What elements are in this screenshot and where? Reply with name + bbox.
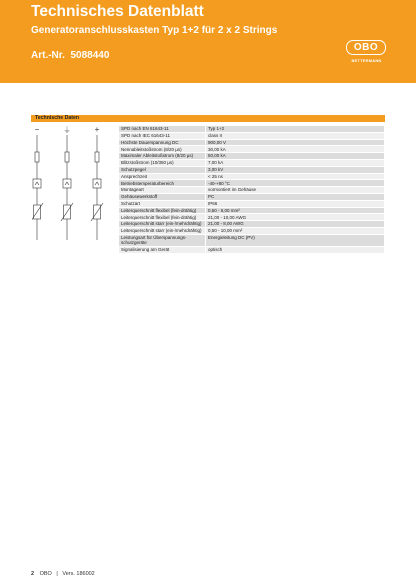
terminal-ground: ⏚ [63, 126, 71, 134]
page-number: 2 [31, 571, 35, 577]
spec-row [119, 228, 384, 234]
logo-text: OBO [346, 40, 386, 55]
spec-label: Leiterquerschnitt starr (ein-/mehrdrähtig) [119, 221, 205, 227]
spec-label: Leiterquerschnitt flexibel (fein-drähtig) [119, 214, 205, 220]
fuse-symbol [95, 152, 99, 162]
spec-label: Höchste Dauerspannung DC [119, 140, 205, 146]
spec-value: < 25 ns [206, 174, 384, 180]
page-footer [31, 571, 95, 577]
spec-label: Schutzart [119, 201, 205, 207]
spec-label: SPD nach EN 61643-11 [119, 126, 205, 132]
spec-row [119, 194, 384, 200]
section-title: Technische Daten [35, 115, 80, 121]
footer-version: Vers. 186002 [62, 571, 95, 577]
spec-label: Betriebstemperaturbereich [119, 180, 205, 186]
wiring-schematic [32, 124, 116, 242]
fuse-symbol [65, 152, 69, 162]
indicator-box [33, 179, 41, 188]
spec-label: SPD nach IEC 61643-11 [119, 133, 205, 139]
spec-value: IP66 [206, 201, 384, 207]
indicator-box [63, 179, 71, 188]
logo-subtext: BETTERMANN [351, 58, 382, 63]
spec-row [119, 133, 384, 139]
spec-row [119, 221, 384, 227]
spec-row [119, 146, 384, 152]
spec-value: 900,00 V [206, 140, 384, 146]
spec-value: 3,00 kV [206, 167, 384, 173]
article-number-line [31, 50, 109, 61]
spec-label: Gehäusewerkstoff [119, 194, 205, 200]
spec-value: optisch [206, 247, 384, 253]
spec-row [119, 167, 384, 173]
spec-row [119, 160, 384, 166]
spec-value: vormontiert im Gehäuse [206, 187, 384, 193]
spec-label: Leiterquerschnitt flexibel (fein-drähtig) [119, 208, 205, 214]
spec-row [119, 180, 384, 186]
spec-value: 0,50 - 10,00 mm² [206, 228, 384, 234]
section-header-bar [31, 115, 385, 122]
spec-label: Nennableitstoßstrom (8/20 µs) [119, 146, 205, 152]
spec-value: 50,00 kA [206, 153, 384, 159]
spec-label: Blitzstoßstrom (10/350 µs) [119, 160, 205, 166]
spec-label: Leiterquerschnitt starr (ein-/mehrdrähtig) [119, 228, 205, 234]
spec-row [119, 208, 384, 214]
obo-logo [346, 40, 386, 68]
spec-row [119, 247, 384, 253]
spec-label: Maximaler Ableitstoßstrom (8/20 µs) [119, 153, 205, 159]
spec-label: Signalisierung am Gerät [119, 247, 205, 253]
spec-label: Schutzpegel [119, 167, 205, 173]
document-title: Technisches Datenblatt [31, 3, 204, 20]
article-number: 5088440 [70, 50, 110, 61]
spec-value: -40-+80 °C [206, 180, 384, 186]
spec-row [119, 126, 384, 132]
spec-value: 7,00 kA [206, 160, 384, 166]
spec-row [119, 140, 384, 146]
footer-brand: OBO [39, 571, 52, 577]
spec-row [119, 187, 384, 193]
article-label: Art.-Nr. [31, 50, 65, 61]
terminal-minus: − [34, 125, 40, 134]
spec-value: 30,00 kA [206, 146, 384, 152]
spec-label: Montageart [119, 187, 205, 193]
spec-value: 21,00 - 8,00 AWG [206, 221, 384, 227]
spec-row [119, 174, 384, 180]
spec-row [119, 201, 384, 207]
header-band [0, 0, 416, 83]
product-subtitle: Generatoranschlusskasten Typ 1+2 für 2 x 2 Strings [31, 25, 278, 36]
spec-label: Leistungsart für Überspannungs-schutzgeräte [119, 235, 205, 246]
terminal-plus: + [94, 125, 100, 134]
spec-row [119, 153, 384, 159]
spec-value: class II [206, 133, 384, 139]
spec-row [119, 235, 384, 246]
spec-value: Typ 1+2 [206, 126, 384, 132]
spec-value: 0,50 - 6,00 mm² [206, 208, 384, 214]
spec-value: 21,00 - 10,00 AWG [206, 214, 384, 220]
indicator-box [93, 179, 101, 188]
spec-value: PC [206, 194, 384, 200]
footer-separator: | [56, 571, 58, 577]
spec-row [119, 214, 384, 220]
spec-label: Ansprechzeit [119, 174, 205, 180]
spec-table [119, 126, 384, 254]
fuse-symbol [35, 152, 39, 162]
spec-value: Energieleitung DC (PV) [206, 235, 384, 246]
